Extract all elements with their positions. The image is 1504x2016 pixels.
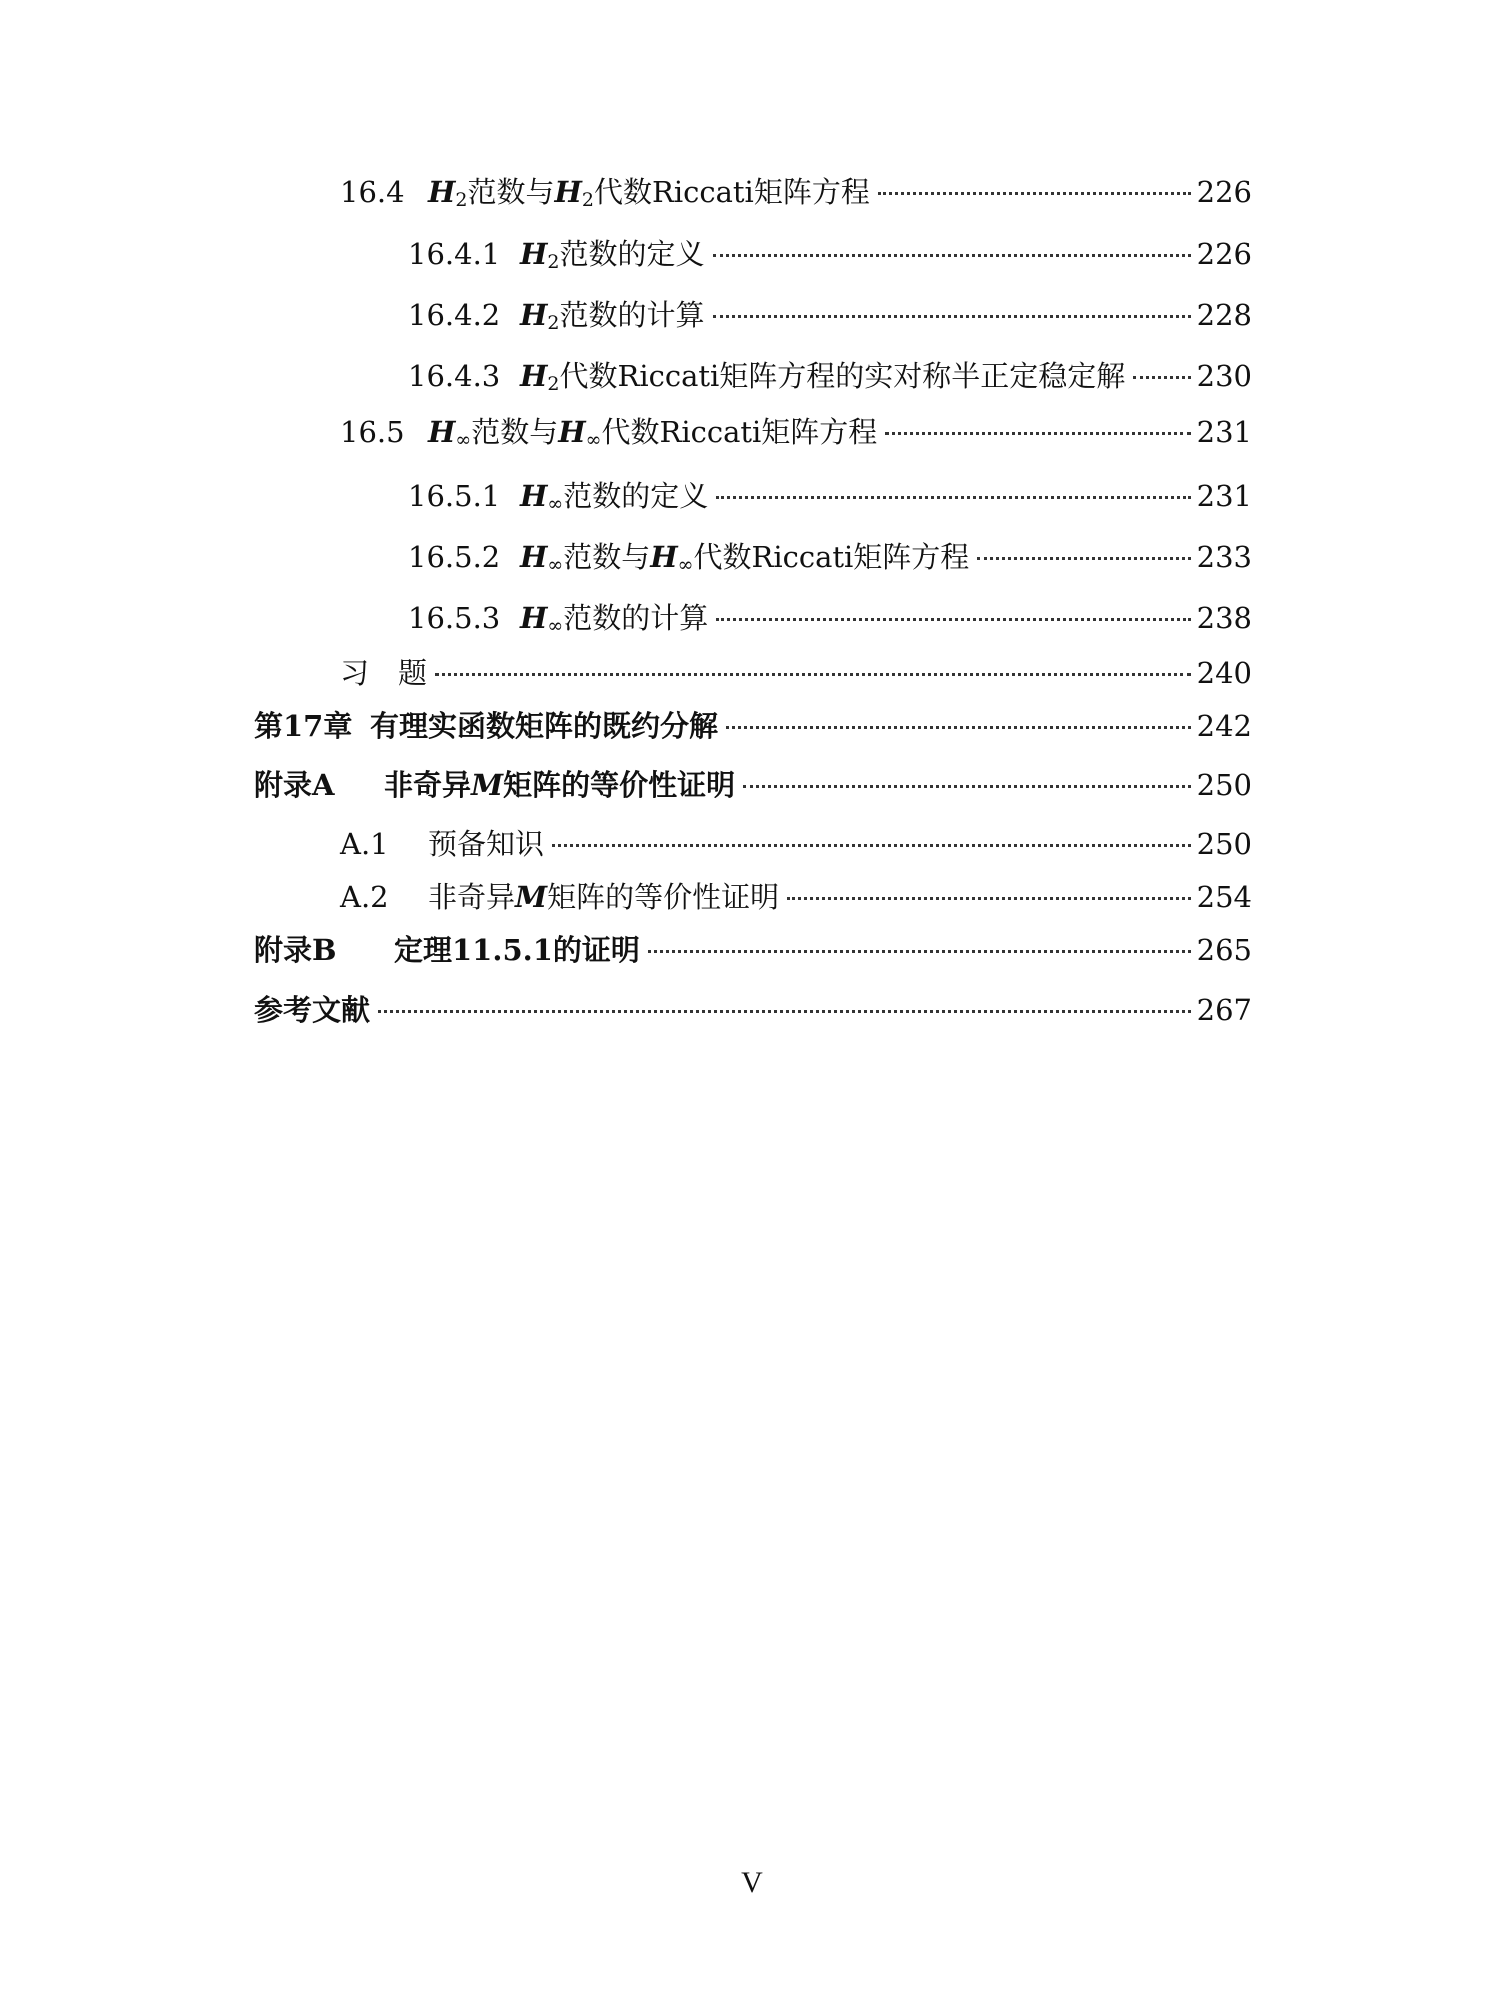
toc-title: $H_2$范数与$H_2$代数Riccati矩阵方程 bbox=[428, 175, 870, 211]
toc-section-number: A.1 bbox=[340, 827, 389, 861]
toc-entry-16-5-1[interactable] bbox=[408, 476, 1252, 516]
toc-entry-chapter-17[interactable] bbox=[254, 706, 1252, 746]
toc-entry-16-5[interactable] bbox=[340, 412, 1252, 452]
toc-entry-16-4-3[interactable] bbox=[408, 356, 1252, 396]
toc-appendix-label: 附录B bbox=[254, 933, 337, 967]
toc-entry-16-4[interactable] bbox=[340, 172, 1252, 212]
toc-page-number: 230 bbox=[1196, 359, 1252, 393]
toc-title: $H_2$范数的定义 bbox=[520, 237, 705, 273]
toc-section-number: A.2 bbox=[340, 880, 389, 914]
toc-title: $H_2$范数的计算 bbox=[520, 298, 705, 334]
dot-leader bbox=[885, 432, 1190, 435]
toc-page-number: 242 bbox=[1196, 709, 1252, 743]
toc-page-number: 228 bbox=[1196, 298, 1252, 332]
dot-leader bbox=[713, 315, 1191, 318]
toc-title: 习 题 bbox=[340, 656, 428, 690]
toc-page-number: 231 bbox=[1196, 415, 1252, 449]
toc-page-number: 254 bbox=[1196, 880, 1252, 914]
page-footer-number: V bbox=[741, 1866, 763, 1899]
toc-page-number: 250 bbox=[1196, 768, 1252, 802]
toc-entry-a-2[interactable] bbox=[340, 877, 1252, 917]
dot-leader bbox=[878, 192, 1191, 195]
dot-leader bbox=[716, 618, 1190, 621]
toc-page-number: 231 bbox=[1196, 479, 1252, 513]
toc-section-number: 16.4.1 bbox=[408, 237, 501, 271]
toc-entry-16-5-3[interactable] bbox=[408, 598, 1252, 638]
toc-section-number: 16.4.2 bbox=[408, 298, 501, 332]
toc-entry-exercises[interactable] bbox=[340, 653, 1252, 693]
dot-leader bbox=[716, 496, 1190, 499]
dot-leader bbox=[435, 673, 1191, 676]
dot-leader bbox=[378, 1010, 1191, 1013]
toc-page-number: 233 bbox=[1196, 540, 1252, 574]
toc-page-number: 250 bbox=[1196, 827, 1252, 861]
toc-section-number: 16.5.1 bbox=[408, 479, 501, 513]
toc-section-number: 16.4.3 bbox=[408, 359, 501, 393]
toc-entry-appendix-a[interactable] bbox=[254, 765, 1252, 805]
toc-entry-16-4-1[interactable] bbox=[408, 234, 1252, 274]
toc-title: 有理实函数矩阵的既约分解 bbox=[370, 709, 719, 743]
toc-page-number: 238 bbox=[1196, 601, 1252, 635]
toc-title: 参考文献 bbox=[254, 993, 371, 1027]
toc-entry-references[interactable] bbox=[254, 990, 1252, 1030]
toc-title: $H_\infty$范数与$H_\infty$代数Riccati矩阵方程 bbox=[520, 540, 970, 576]
toc-title: 非奇异M矩阵的等价性证明 bbox=[428, 880, 780, 914]
toc-chapter-number: 第17章 bbox=[254, 709, 353, 743]
dot-leader bbox=[787, 897, 1191, 900]
dot-leader bbox=[1133, 376, 1190, 379]
toc-title: 定理11.5.1的证明 bbox=[394, 933, 640, 967]
toc-page-number: 240 bbox=[1196, 656, 1252, 690]
toc-section-number: 16.4 bbox=[340, 175, 405, 209]
toc-entry-appendix-b[interactable] bbox=[254, 930, 1252, 970]
toc-page-number: 226 bbox=[1196, 175, 1252, 209]
toc-entry-16-4-2[interactable] bbox=[408, 295, 1252, 335]
toc-section-number: 16.5 bbox=[340, 415, 405, 449]
toc-title: $H_\infty$范数与$H_\infty$代数Riccati矩阵方程 bbox=[428, 415, 878, 451]
toc-page-number: 265 bbox=[1196, 933, 1252, 967]
dot-leader bbox=[552, 844, 1191, 847]
dot-leader bbox=[726, 726, 1191, 729]
dot-leader bbox=[648, 950, 1191, 953]
toc-title: 非奇异M矩阵的等价性证明 bbox=[384, 768, 736, 802]
toc-appendix-label: 附录A bbox=[254, 768, 335, 802]
toc-title: $H_\infty$范数的定义 bbox=[520, 479, 709, 515]
toc-entry-a-1[interactable] bbox=[340, 824, 1252, 864]
dot-leader bbox=[743, 785, 1191, 788]
toc-section-number: 16.5.3 bbox=[408, 601, 501, 635]
dot-leader bbox=[713, 254, 1191, 257]
toc-page-number: 267 bbox=[1196, 993, 1252, 1027]
toc-page-number: 226 bbox=[1196, 237, 1252, 271]
toc-entry-16-5-2[interactable] bbox=[408, 537, 1252, 577]
toc-title: 预备知识 bbox=[428, 827, 545, 861]
toc-title: $H_\infty$范数的计算 bbox=[520, 601, 709, 637]
toc-section-number: 16.5.2 bbox=[408, 540, 501, 574]
toc-title: $H_2$代数Riccati矩阵方程的实对称半正定稳定解 bbox=[520, 359, 1126, 395]
dot-leader bbox=[977, 557, 1190, 560]
